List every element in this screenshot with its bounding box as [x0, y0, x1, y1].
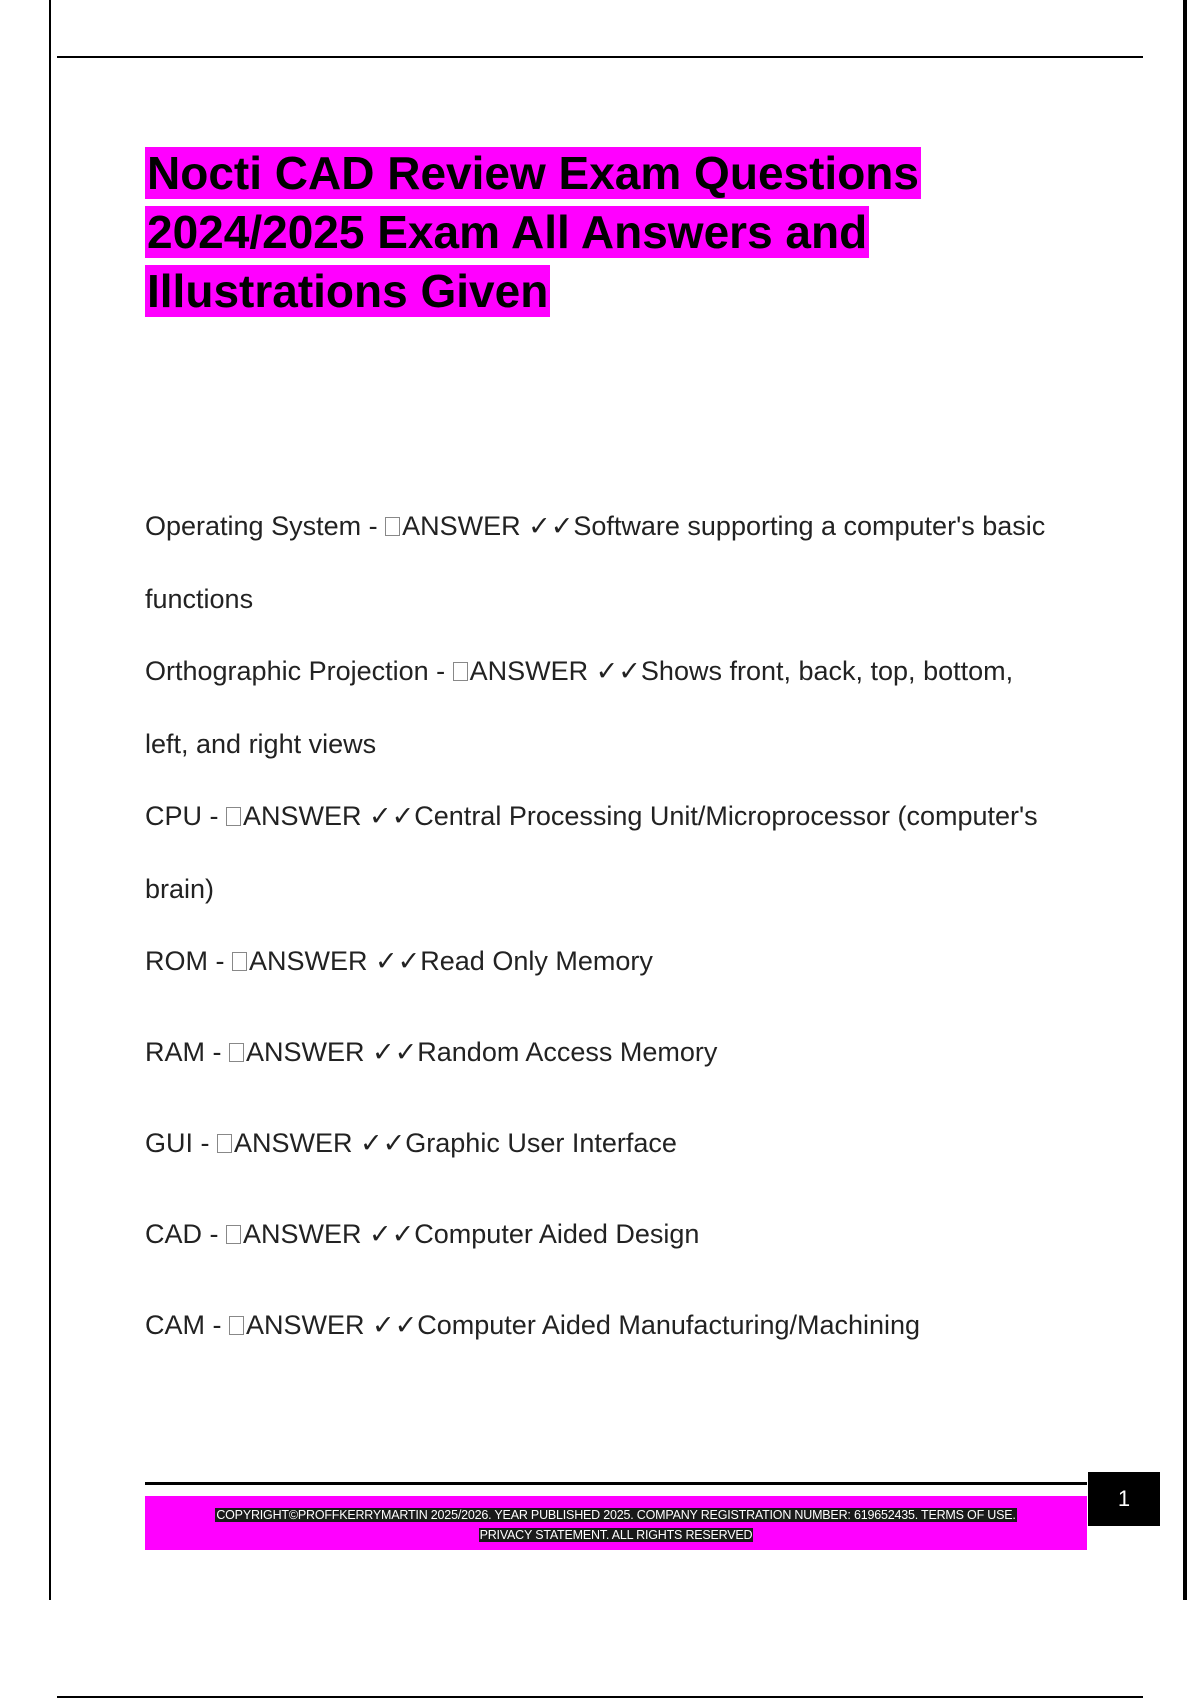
copyright-line-1: COPYRIGHT©PROFFKERRYMARTIN 2025/2026. YEAR PUBLISHED 2025. COMPANY REGISTRATION NUMBER: 619652435. TERMS OF USE.	[216, 1508, 1016, 1522]
answer-text: Read Only Memory	[420, 946, 653, 976]
checkbox-glyph-icon	[453, 662, 468, 681]
answer-text: Shows front, back, top, bottom,	[640, 656, 1014, 686]
checkbox-glyph-icon	[229, 1043, 244, 1062]
entry-separator: -	[208, 946, 232, 976]
document-title	[145, 144, 1045, 321]
qa-entry	[145, 1198, 1095, 1271]
entry-term: ROM	[145, 946, 208, 976]
next-page-rule	[57, 1696, 1143, 1698]
page-border-right	[1183, 0, 1187, 1600]
double-check-icon: ✓✓	[372, 1310, 418, 1341]
entry-separator: -	[428, 656, 453, 686]
double-check-icon: ✓✓	[372, 1037, 418, 1068]
entry-term: CAM	[145, 1310, 205, 1340]
entry-term: CPU	[145, 801, 203, 831]
answer-text: Central Processing Unit/Microprocessor (computer's	[414, 801, 1038, 831]
entry-term: RAM	[145, 1037, 205, 1067]
answer-marker: ANSWER	[402, 511, 529, 541]
qa-entry	[145, 1016, 1095, 1089]
answer-text-cont: brain)	[145, 874, 215, 904]
qa-entry	[145, 780, 1095, 925]
double-check-icon: ✓✓	[595, 656, 641, 687]
qa-entry	[145, 1107, 1095, 1180]
title-line-2: 2024/2025 Exam All Answers and	[147, 206, 868, 258]
answer-marker: ANSWER	[246, 1310, 373, 1340]
entry-separator: -	[361, 511, 386, 541]
checkbox-glyph-icon	[217, 1134, 232, 1153]
entry-separator: -	[205, 1310, 229, 1340]
footer-rule	[145, 1482, 1087, 1485]
answer-text: Random Access Memory	[417, 1037, 718, 1067]
double-check-icon: ✓✓	[369, 1219, 415, 1250]
answer-text-cont: left, and right views	[145, 729, 377, 759]
answer-marker: ANSWER	[246, 1037, 373, 1067]
entry-term: CAD	[145, 1219, 203, 1249]
page-number: 1	[1088, 1472, 1160, 1526]
title-line-3: Illustrations Given	[147, 265, 549, 317]
answer-marker: ANSWER	[243, 801, 370, 831]
checkbox-glyph-icon	[385, 517, 400, 536]
answer-text-cont: functions	[145, 584, 254, 614]
answer-text: Computer Aided Design	[414, 1219, 700, 1249]
entry-term: Orthographic Projection	[145, 656, 429, 686]
entry-separator: -	[202, 801, 227, 831]
qa-list	[145, 490, 1095, 1380]
checkbox-glyph-icon	[226, 807, 241, 826]
qa-entry	[145, 1289, 1095, 1362]
checkbox-glyph-icon	[232, 952, 247, 971]
answer-marker: ANSWER	[234, 1128, 361, 1158]
entry-separator: -	[205, 1037, 229, 1067]
answer-marker: ANSWER	[469, 656, 596, 686]
answer-text: Software supporting a computer's basic	[573, 511, 1046, 541]
entry-term: Operating System	[145, 511, 362, 541]
checkbox-glyph-icon	[226, 1225, 241, 1244]
qa-entry	[145, 635, 1095, 780]
entry-term: GUI	[145, 1128, 194, 1158]
double-check-icon: ✓✓	[528, 511, 574, 542]
answer-marker: ANSWER	[243, 1219, 370, 1249]
title-line-1: Nocti CAD Review Exam Questions	[147, 147, 919, 199]
header-rule	[57, 56, 1143, 58]
entry-separator: -	[193, 1128, 218, 1158]
answer-marker: ANSWER	[249, 946, 376, 976]
checkbox-glyph-icon	[229, 1316, 244, 1335]
answer-text: Computer Aided Manufacturing/Machining	[417, 1310, 921, 1340]
answer-text: Graphic User Interface	[405, 1128, 677, 1158]
page-border-left	[49, 0, 51, 1600]
double-check-icon: ✓✓	[360, 1128, 406, 1159]
entry-separator: -	[202, 1219, 227, 1249]
double-check-icon: ✓✓	[375, 946, 421, 977]
qa-entry	[145, 490, 1095, 635]
double-check-icon: ✓✓	[369, 801, 415, 832]
copyright-line-2: PRIVACY STATEMENT. ALL RIGHTS RESERVED	[479, 1528, 753, 1542]
copyright-notice	[165, 1505, 1067, 1545]
qa-entry	[145, 925, 1095, 998]
